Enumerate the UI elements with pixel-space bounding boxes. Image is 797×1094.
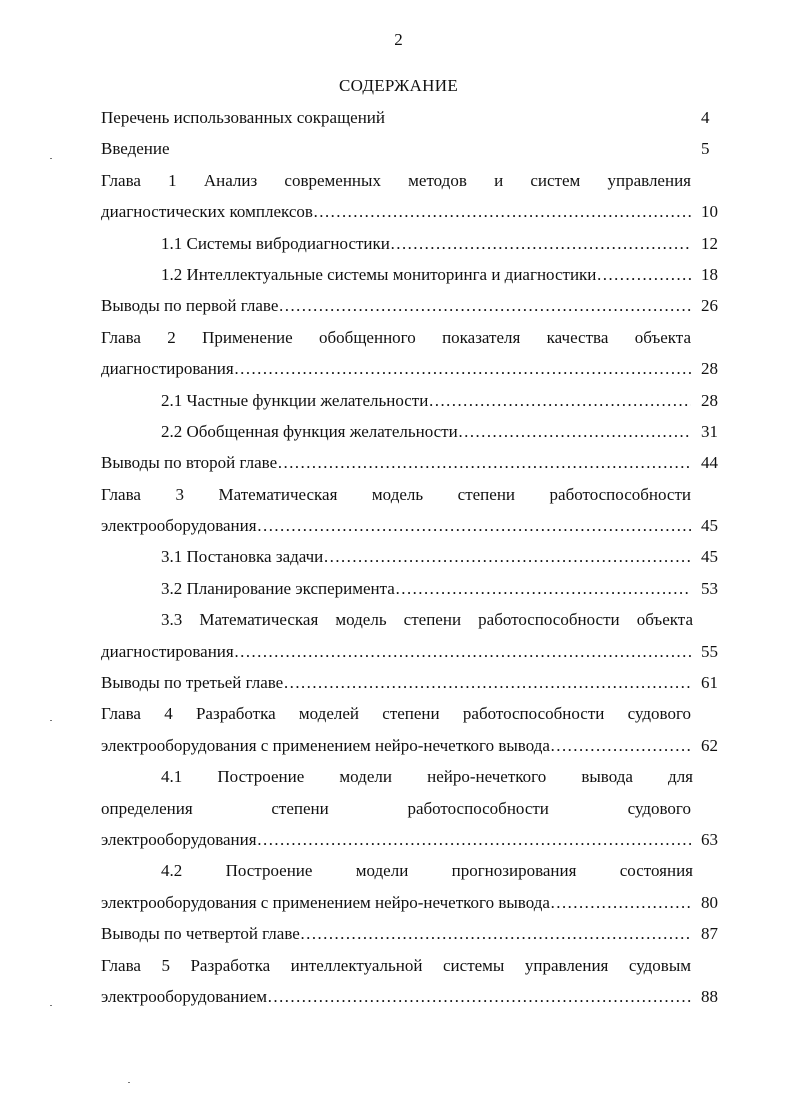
dot-leader	[267, 981, 691, 1012]
toc-entry-text: Введение	[101, 139, 170, 159]
toc-leader-row	[101, 824, 691, 855]
toc-entry-conclusions-2[interactable]	[101, 447, 721, 478]
toc-entry-text: Выводы по четвертой главе	[101, 924, 300, 944]
toc-entry-chapter-3[interactable]	[101, 479, 721, 510]
dot-leader	[283, 667, 691, 698]
toc-leader-row	[161, 228, 691, 259]
dot-leader	[428, 385, 691, 416]
toc-entry-chapter-4[interactable]	[101, 698, 721, 729]
dot-leader	[278, 290, 691, 321]
toc-entry-introduction[interactable]	[101, 133, 721, 164]
toc-page-number: 62	[701, 735, 718, 755]
toc-leader-row	[101, 636, 691, 667]
toc-entry-section-1-2[interactable]	[101, 259, 721, 290]
toc-page-number: 31	[701, 421, 718, 441]
toc-entry-text: Выводы по третьей главе	[101, 673, 284, 693]
toc-entry-section-3-2[interactable]	[101, 573, 721, 604]
toc-page-number: 88	[701, 986, 718, 1006]
toc-entry-text: 2.1 Частные функции желательности	[161, 390, 429, 410]
dot-leader	[458, 416, 691, 447]
toc-entry-chapter-1-cont[interactable]	[101, 196, 721, 227]
table-of-contents	[101, 102, 721, 1012]
toc-entry-text: электрооборудованием	[101, 986, 268, 1006]
dot-leader	[596, 259, 691, 290]
toc-entry-text: Перечень использованных сокращений	[101, 108, 386, 127]
toc-entry-text: 3.2 Планирование эксперимента	[161, 578, 395, 598]
toc-leader-row	[101, 730, 691, 761]
toc-page-number: 61	[701, 673, 718, 693]
toc-entry-text: 1.1 Системы вибродиагностики	[161, 233, 390, 253]
toc-entry-chapter-3-cont[interactable]	[101, 510, 721, 541]
toc-page-number: 28	[701, 390, 718, 410]
dot-leader	[300, 918, 691, 949]
toc-entry-text: электрооборудования	[101, 516, 257, 536]
toc-page-number: 80	[701, 892, 718, 912]
toc-page-number: 63	[701, 829, 718, 849]
toc-entry-section-3-3[interactable]	[101, 604, 721, 635]
toc-page-number: 45	[701, 547, 718, 567]
dot-leader	[257, 824, 691, 855]
toc-entry-text: 4.2 Построение модели прогнозирования состояния	[161, 861, 693, 881]
toc-page-number: 4	[701, 108, 710, 127]
toc-page-number: 12	[701, 233, 718, 253]
toc-leader-row	[161, 259, 691, 290]
toc-leader-row	[161, 573, 691, 604]
page-number: 2	[394, 30, 403, 49]
toc-leader-row	[101, 887, 691, 918]
toc-leader-row	[101, 290, 691, 321]
toc-leader-row	[101, 447, 691, 478]
toc-entry-section-2-2[interactable]	[101, 416, 721, 447]
toc-entry-chapter-2[interactable]	[101, 322, 721, 353]
scan-speck	[128, 1082, 130, 1083]
toc-entry-text: диагностирования	[101, 641, 234, 661]
toc-entry-text: электрооборудования с применением нейро-нечеткого вывода	[101, 735, 550, 755]
scan-speck	[50, 1005, 52, 1006]
toc-leader-row	[161, 416, 691, 447]
toc-entry-chapter-5[interactable]	[101, 950, 721, 981]
toc-entry-chapter-2-cont[interactable]	[101, 353, 721, 384]
toc-entry-text: диагностирования	[101, 359, 234, 379]
toc-leader-row	[101, 510, 691, 541]
scan-speck	[50, 720, 52, 721]
toc-entry-text: электрооборудования с применением нейро-нечеткого вывода	[101, 892, 550, 912]
toc-leader-row	[101, 981, 691, 1012]
toc-entry-section-1-1[interactable]	[101, 228, 721, 259]
toc-leader-row	[101, 918, 691, 949]
toc-entry-section-4-2[interactable]	[101, 855, 721, 886]
toc-entry-text: Глава 3 Математическая модель степени работоспособности	[101, 484, 691, 504]
dot-leader	[550, 887, 691, 918]
toc-leader-row	[161, 385, 691, 416]
toc-entry-conclusions-3[interactable]	[101, 667, 721, 698]
dot-leader	[234, 636, 691, 667]
toc-page-number: 45	[701, 516, 718, 536]
toc-leader-row	[161, 541, 691, 572]
toc-entry-text: 3.3 Математическая модель степени работоспособности объекта	[161, 610, 693, 630]
toc-entry-text: 3.1 Постановка задачи	[161, 547, 324, 567]
toc-page-number: 26	[701, 296, 718, 316]
toc-page-number: 53	[701, 578, 718, 598]
toc-page-number: 44	[701, 453, 718, 473]
toc-entry-chapter-5-cont[interactable]	[101, 981, 721, 1012]
toc-entry-text: Глава 2 Применение обобщенного показателя качества объекта	[101, 327, 691, 347]
toc-entry-text: 4.1 Построение модели нейро-нечеткого вывода для	[161, 767, 693, 787]
toc-entry-section-4-1-cont[interactable]	[101, 793, 721, 824]
toc-leader-row	[101, 353, 691, 384]
toc-page-number: 10	[701, 202, 718, 222]
dot-leader	[234, 353, 691, 384]
toc-entry-section-3-1[interactable]	[101, 541, 721, 572]
toc-page-number: 55	[701, 641, 718, 661]
toc-leader-row	[101, 667, 691, 698]
toc-entry-section-4-2-cont[interactable]	[101, 887, 721, 918]
toc-page-number: 87	[701, 924, 718, 944]
toc-entry-conclusions-4[interactable]	[101, 918, 721, 949]
toc-entry-text: определения степени работоспособности судового	[101, 798, 691, 818]
toc-entry-section-4-1-cont-2[interactable]	[101, 824, 721, 855]
toc-entry-section-2-1[interactable]	[101, 385, 721, 416]
page-title: СОДЕРЖАНИЕ	[338, 76, 459, 95]
toc-entry-text: 1.2 Интеллектуальные системы мониторинга и диагностики	[161, 264, 597, 284]
scan-speck	[50, 158, 52, 159]
dot-leader	[395, 573, 691, 604]
toc-entry-text: Глава 5 Разработка интеллектуальной системы управления судовым	[101, 955, 691, 975]
dot-leader	[323, 541, 691, 572]
dot-leader	[277, 447, 691, 478]
toc-page-number: 18	[701, 264, 718, 284]
toc-entry-chapter-1[interactable]	[101, 165, 721, 196]
toc-entry-text: Выводы по второй главе	[101, 453, 278, 473]
toc-entry-text: Выводы по первой главе	[101, 296, 279, 316]
toc-entry-section-4-1[interactable]	[101, 761, 721, 792]
toc-page-number: 5	[701, 139, 710, 159]
toc-entry-text: электрооборудования	[101, 829, 257, 849]
toc-entry-chapter-4-cont[interactable]	[101, 730, 721, 761]
toc-entry-text: диагностических комплексов	[101, 202, 313, 222]
toc-leader-row	[101, 196, 691, 227]
toc-entry-text: 2.2 Обобщенная функция желательности	[161, 421, 458, 441]
dot-leader	[390, 228, 691, 259]
toc-page-number: 28	[701, 359, 718, 379]
toc-entry-section-3-3-cont[interactable]	[101, 636, 721, 667]
dot-leader	[550, 730, 691, 761]
toc-entry-text: Глава 1 Анализ современных методов и систем управления	[101, 170, 691, 190]
toc-entry-abbreviations[interactable]	[101, 102, 721, 133]
toc-entry-conclusions-1[interactable]	[101, 290, 721, 321]
dot-leader	[257, 510, 691, 541]
toc-entry-text: Глава 4 Разработка моделей степени работоспособности судового	[101, 704, 691, 724]
dot-leader	[313, 196, 691, 227]
